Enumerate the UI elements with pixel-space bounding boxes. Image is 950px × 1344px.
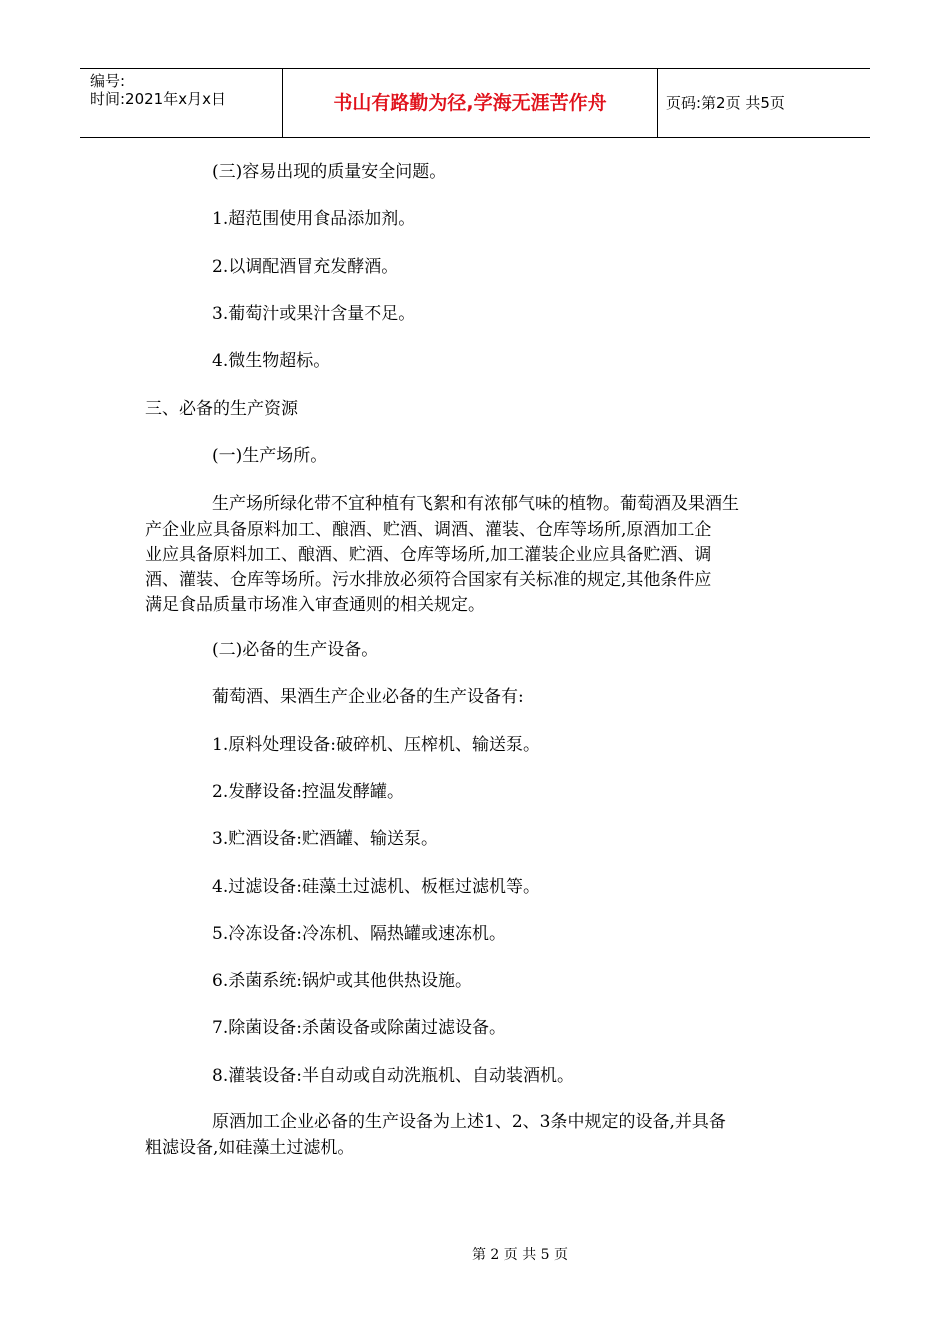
list-item: 6.杀菌系统:锅炉或其他供热设施。 (212, 971, 472, 991)
header-meta-cell (80, 69, 283, 137)
paragraph-line: 原酒加工企业必备的生产设备为上述1、2、3条中规定的设备,并具备 (212, 1112, 726, 1132)
footer-page-number: 第 2 页 共 5 页 (471, 1247, 569, 1263)
header-motto: 书山有路勤为径,学海无涯苦作舟 (333, 92, 607, 114)
subsection-heading-quality-issues: (三)容易出现的质量安全问题。 (212, 162, 447, 182)
list-item: 2.发酵设备:控温发酵罐。 (212, 782, 404, 802)
list-item: 8.灌装设备:半自动或自动洗瓶机、自动装酒机。 (212, 1066, 574, 1086)
page-footer (0, 1246, 950, 1264)
subsection-heading-production-site: (一)生产场所。 (212, 446, 328, 466)
document-time-label: 时间:2021年x月x日 (90, 90, 226, 108)
paragraph-line: 粗滤设备,如硅藻土过滤机。 (145, 1138, 355, 1158)
paragraph-line: 满足食品质量市场准入审查通则的相关规定。 (145, 595, 485, 615)
subsection-heading-equipment: (二)必备的生产设备。 (212, 640, 379, 660)
list-item: 7.除菌设备:杀菌设备或除菌过滤设备。 (212, 1018, 506, 1038)
list-item: 4.微生物超标。 (212, 351, 331, 371)
header-motto-cell (283, 69, 658, 137)
list-item: 1.原料处理设备:破碎机、压榨机、输送泵。 (212, 735, 540, 755)
list-item: 4.过滤设备:硅藻土过滤机、板框过滤机等。 (212, 877, 540, 897)
page-header (80, 68, 870, 138)
list-item: 2.以调配酒冒充发酵酒。 (212, 257, 399, 277)
document-number-label: 编号: (90, 72, 126, 90)
paragraph-line: 产企业应具备原料加工、酿酒、贮酒、调酒、灌装、仓库等场所,原酒加工企 (145, 520, 712, 540)
list-item: 1.超范围使用食品添加剂。 (212, 209, 416, 229)
paragraph-line: 业应具备原料加工、酿酒、贮酒、仓库等场所,加工灌装企业应具备贮酒、调 (145, 545, 712, 565)
list-item: 5.冷冻设备:冷冻机、隔热罐或速冻机。 (212, 924, 506, 944)
header-page-number: 页码:第2页 共5页 (666, 94, 785, 112)
paragraph-line: 葡萄酒、果酒生产企业必备的生产设备有: (212, 687, 524, 707)
paragraph-line: 生产场所绿化带不宜种植有飞絮和有浓郁气味的植物。葡萄酒及果酒生 (212, 494, 739, 514)
header-page-cell (658, 69, 870, 137)
paragraph-line: 酒、灌装、仓库等场所。污水排放必须符合国家有关标准的规定,其他条件应 (145, 570, 712, 590)
section-heading-production-resources: 三、必备的生产资源 (145, 399, 298, 419)
list-item: 3.葡萄汁或果汁含量不足。 (212, 304, 416, 324)
list-item: 3.贮酒设备:贮酒罐、输送泵。 (212, 829, 438, 849)
